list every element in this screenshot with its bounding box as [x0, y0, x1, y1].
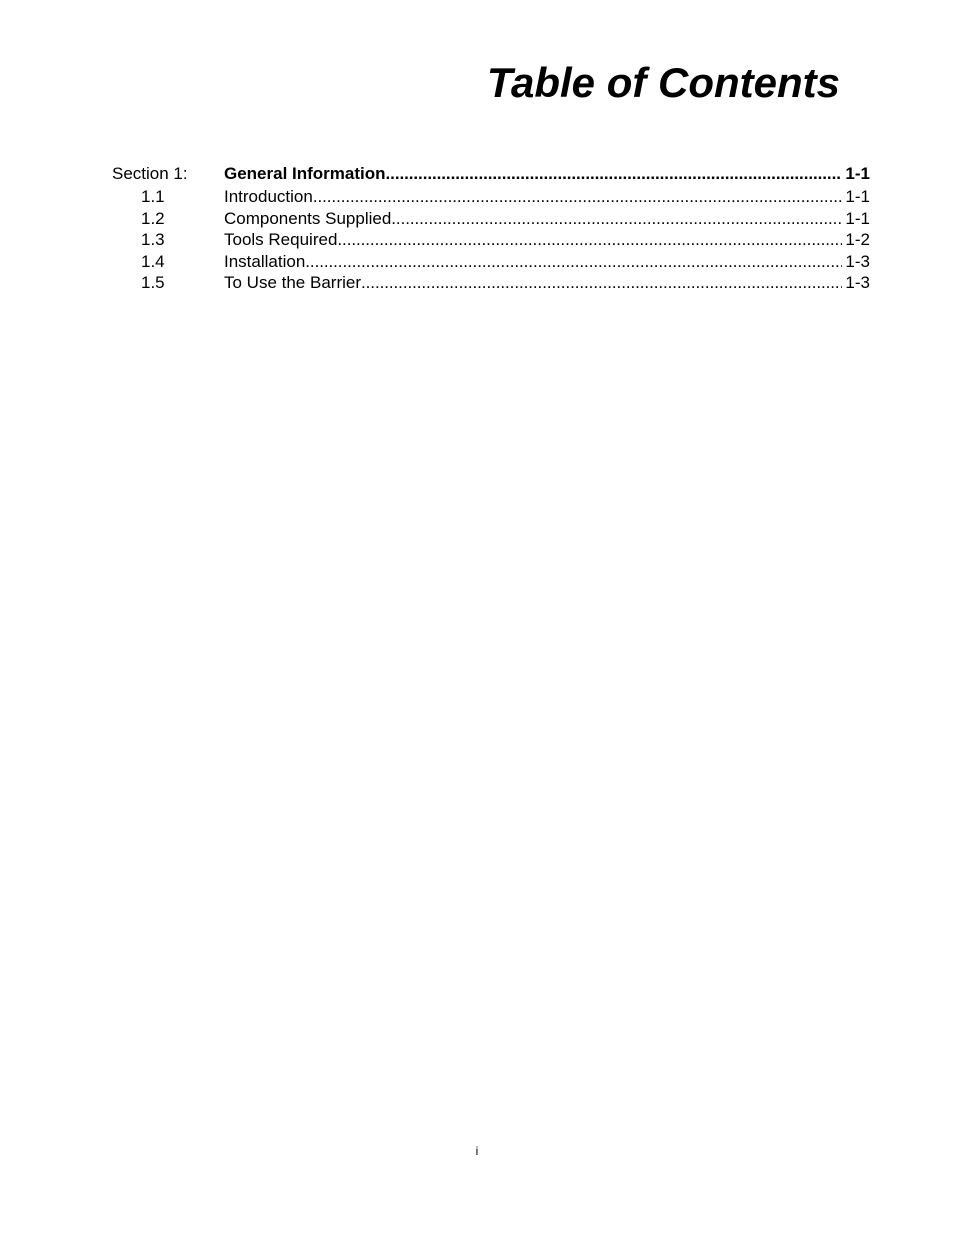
toc-section-number: Section 1:: [112, 164, 188, 183]
toc-entry-number: 1.3: [141, 230, 165, 250]
toc-entry-page: 1-1: [845, 208, 870, 228]
dot-leader: [313, 186, 843, 208]
toc-entry-page: 1-3: [845, 251, 870, 271]
dot-leader: [391, 208, 842, 230]
toc-entry: [224, 229, 870, 251]
toc-entry: [224, 186, 870, 208]
toc-entry-page: 1-1: [845, 187, 870, 206]
toc-entry: [224, 272, 870, 294]
toc-entry: [224, 208, 870, 230]
toc-entry-label: Tools Required: [224, 230, 338, 250]
toc-section-page: 1-1: [845, 164, 870, 183]
table-of-contents: [112, 162, 870, 294]
toc-section-row[interactable]: [112, 162, 870, 186]
toc-section-entry: [224, 162, 870, 186]
page-title: Table of Contents: [486, 59, 840, 106]
dot-leader: [361, 272, 842, 294]
toc-entry-row[interactable]: [112, 208, 870, 230]
toc-entry-label: Installation: [224, 251, 306, 271]
toc-entry-page: 1-3: [845, 273, 870, 293]
toc-entry-row[interactable]: [112, 229, 870, 251]
toc-entry-row[interactable]: [112, 272, 870, 294]
toc-section-label: General Information: [224, 164, 386, 183]
toc-entry-number: 1.1: [141, 187, 165, 206]
page-number: i: [475, 1144, 479, 1158]
dot-leader: [386, 162, 843, 186]
toc-entry-number: 1.2: [141, 208, 165, 228]
dot-leader: [305, 251, 842, 273]
toc-entry-label: To Use the Barrier: [224, 273, 361, 293]
toc-entry-label: Introduction: [224, 187, 313, 206]
dot-leader: [337, 229, 842, 251]
toc-entry-number: 1.4: [141, 251, 165, 271]
toc-entry-label: Components Supplied: [224, 208, 392, 228]
toc-entry-number: 1.5: [141, 273, 165, 293]
toc-entry-row[interactable]: [112, 251, 870, 273]
toc-entry-row[interactable]: [112, 186, 870, 208]
toc-entry: [224, 251, 870, 273]
toc-entry-page: 1-2: [845, 230, 870, 250]
